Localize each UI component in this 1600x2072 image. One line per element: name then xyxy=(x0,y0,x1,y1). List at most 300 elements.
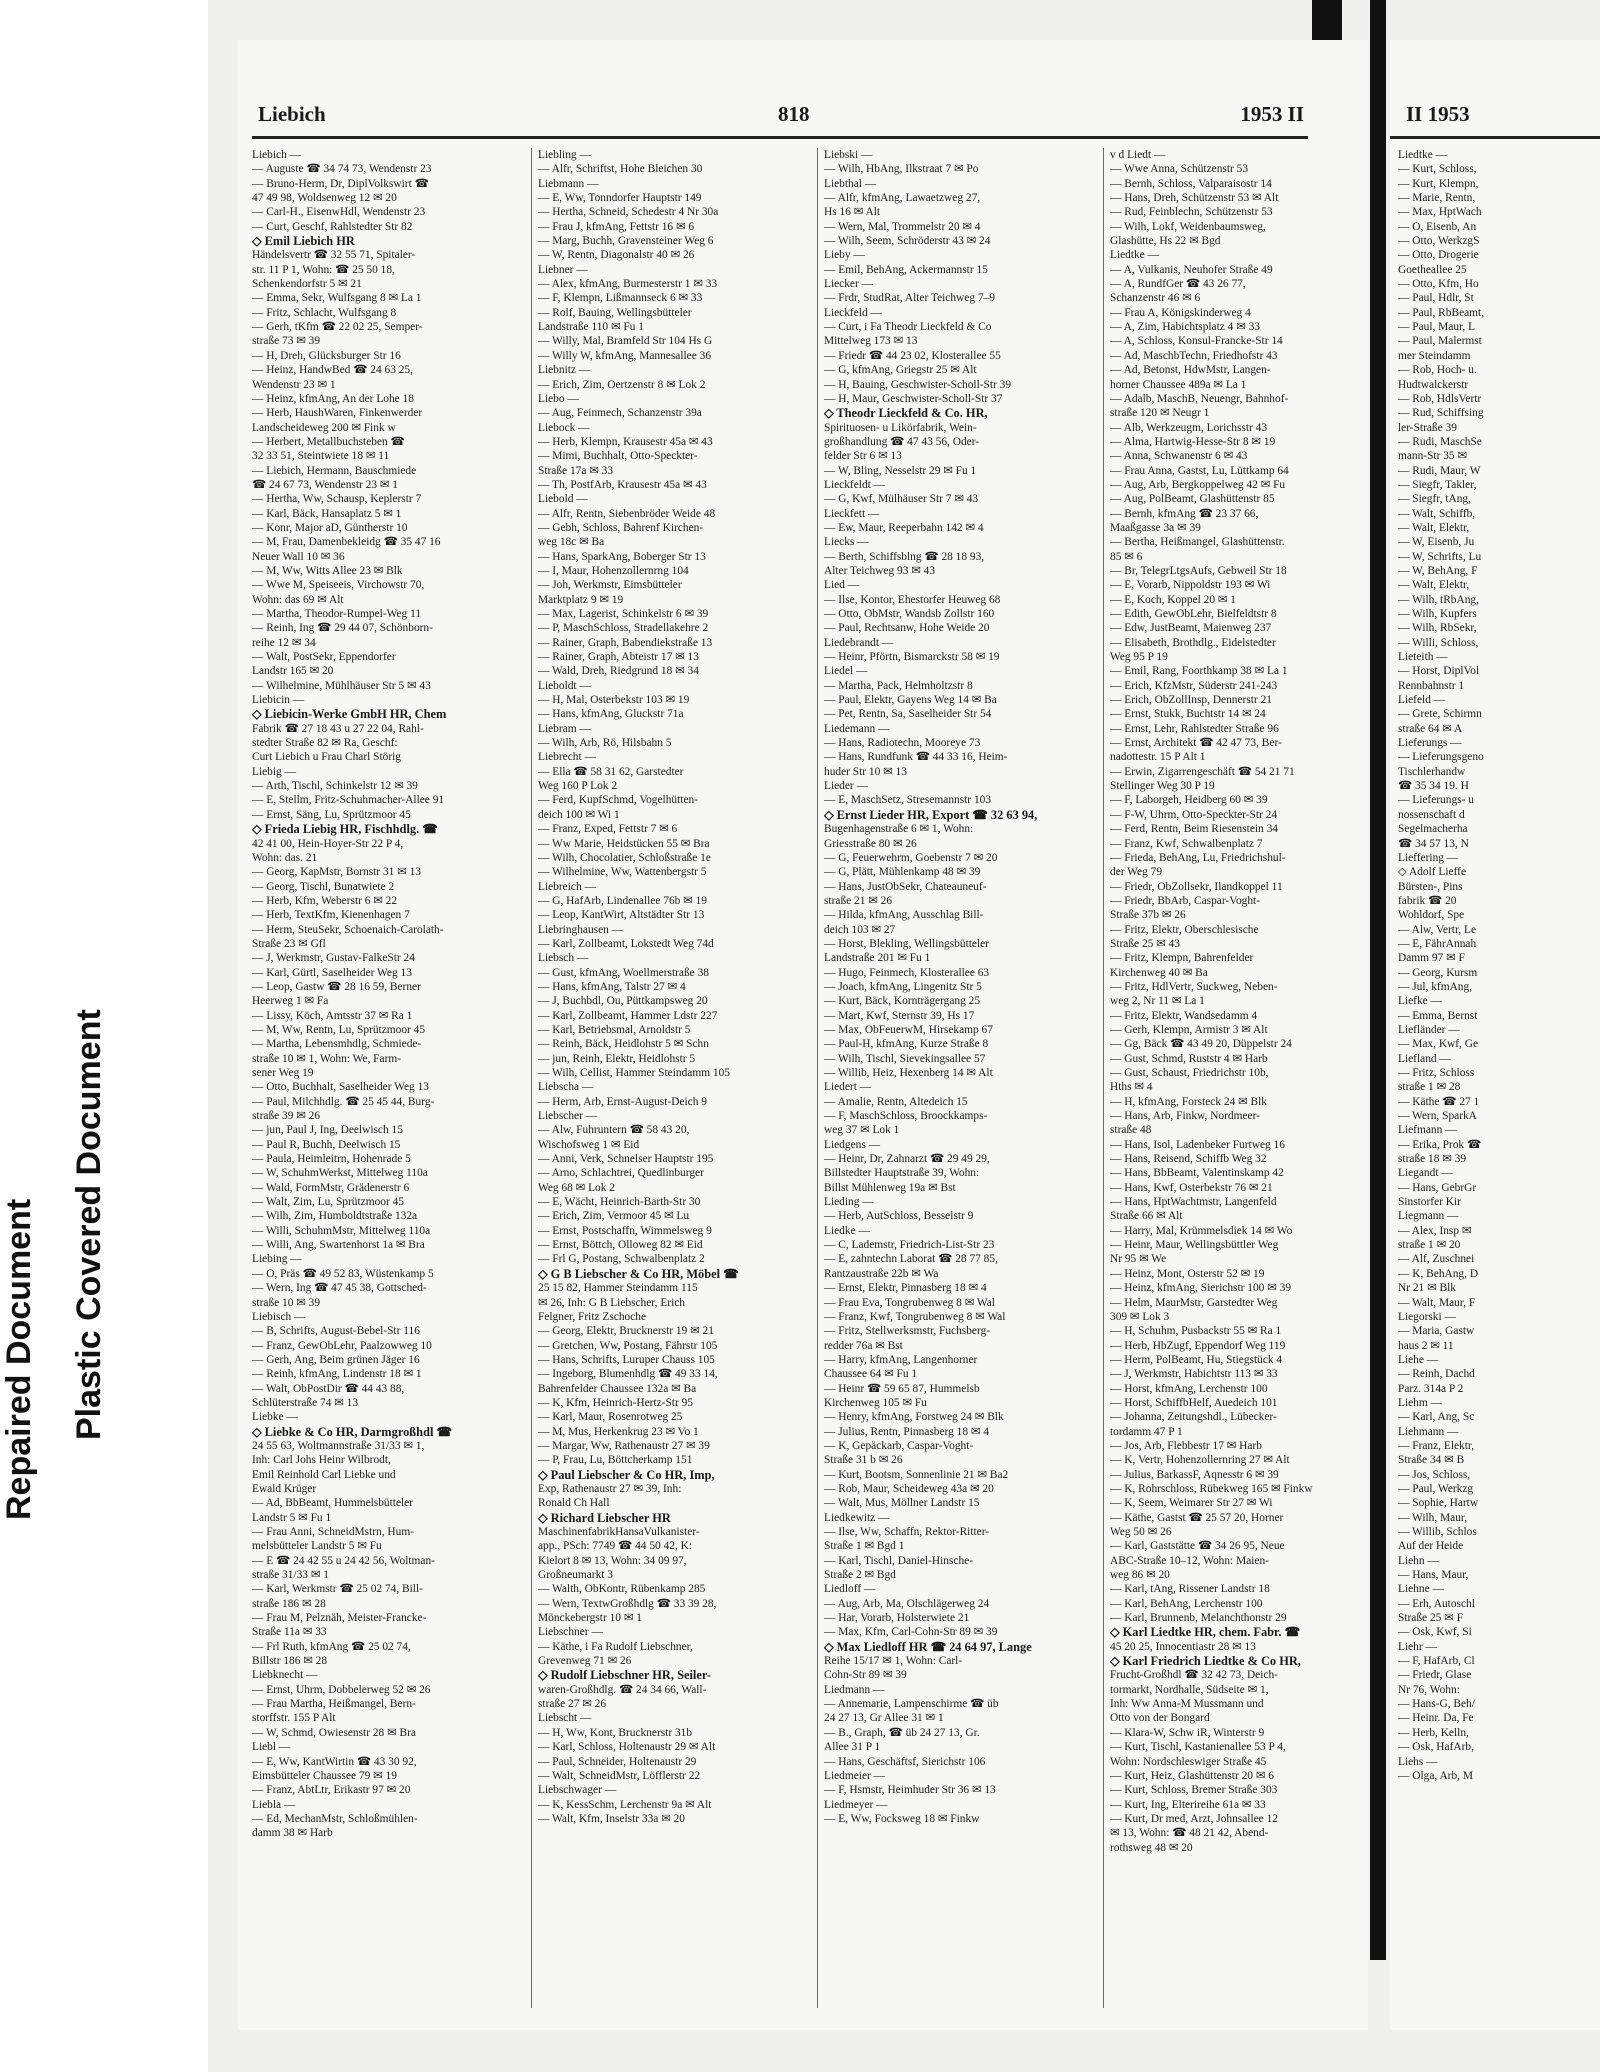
directory-entry: — K, KessSchm, Lerchenstr 9a ✉ Alt xyxy=(538,1798,712,1811)
directory-entry: Liebreich — xyxy=(538,880,596,893)
directory-entry: — Karl, Zollbeamt, Hammer Ldstr 227 xyxy=(538,1009,718,1022)
directory-entry: Liegmann — xyxy=(1398,1210,1459,1223)
directory-entry: — K, BehAng, D xyxy=(1398,1267,1479,1280)
directory-entry: — Friedr, ObZollsekr, Ilandkoppel 11 xyxy=(1110,880,1283,893)
directory-entry: — Wern, Ing ☎ 47 45 38, Gottsched- xyxy=(252,1282,427,1295)
directory-entry: — Ingeborg, Blumenhdlg ☎ 49 33 14, xyxy=(538,1368,718,1381)
directory-entry: — Gust, kfmAng, Woellmerstraße 38 xyxy=(538,966,709,979)
directory-entry: Billstr 186 ✉ 28 xyxy=(252,1655,328,1668)
directory-entry: — Hans, Dreh, Schützenstr 53 ✉ Alt xyxy=(1110,192,1279,205)
directory-entry: — H, Schuhm, Pusbackstr 55 ✉ Ra 1 xyxy=(1110,1325,1282,1338)
directory-entry: — F, Klempn, Lißmannseck 6 ✉ 33 xyxy=(538,292,703,305)
directory-entry: — C, Lademstr, Friedrich-List-Str 23 xyxy=(824,1239,995,1252)
directory-entry: — Lieferungs- u xyxy=(1398,794,1474,807)
directory-entry: — Otto, ObMstr, Wandsb Zollstr 160 xyxy=(824,608,995,620)
directory-entry: Marktplatz 9 ✉ 19 xyxy=(538,593,624,606)
directory-entry: Billstedter Hauptstraße 39, Wohn: xyxy=(824,1167,980,1180)
directory-entry: — Hans-G, Beh/ xyxy=(1398,1698,1475,1711)
directory-entry: Weg 50 ✉ 26 xyxy=(1110,1526,1172,1538)
directory-entry: — Heinz, Mont, Osterstr 52 ✉ 19 xyxy=(1110,1267,1265,1280)
directory-entry: — Walt, PostSekr, Eppendorfer xyxy=(252,651,396,664)
directory-entry: — Paul, Elektr, Gayens Weg 14 ✉ Ba xyxy=(824,694,997,707)
directory-entry: ◇ Adolf Lieffe xyxy=(1398,866,1467,879)
directory-entry: — Paul, Milchhdlg. ☎ 25 45 44, Burg- xyxy=(252,1095,435,1108)
directory-entry: redder 76a ✉ Bst xyxy=(824,1339,903,1352)
directory-entry: — Reinh, Bäck, Heidlohstr 5 ✉ Schn xyxy=(538,1038,709,1051)
directory-entry: — Ernst, Uhrm, Dobbelerweg 52 ✉ 26 xyxy=(252,1683,431,1696)
directory-entry: Liebnitz — xyxy=(538,364,591,377)
directory-entry: — Rudi, MaschSe xyxy=(1398,435,1482,448)
directory-entry: Großneumarkt 3 xyxy=(538,1569,613,1582)
directory-entry: 85 ✉ 6 xyxy=(1110,550,1143,563)
directory-entry: deich 100 ✉ Wi 1 xyxy=(538,808,620,821)
directory-entry: Liebknecht — xyxy=(252,1669,318,1682)
directory-entry: — E, Stellm, Fritz-Schuhmacher-Allee 91 xyxy=(252,794,445,807)
directory-entry: Lieder — xyxy=(824,780,868,793)
directory-entry: Lieby — xyxy=(824,249,865,262)
directory-entry: — H, Dreh, Glücksburger Str 16 xyxy=(252,349,401,362)
directory-entry: — Paul, Werkzg xyxy=(1398,1482,1474,1495)
directory-entry: — Georg, Kursm xyxy=(1398,966,1478,979)
directory-entry: — J, Werkmstr, Gustav-FalkeStr 24 xyxy=(252,952,415,965)
directory-entry: ✉ 26, Inh: G B Liebscher, Erich xyxy=(538,1296,686,1309)
directory-entry: Liebling — xyxy=(538,149,591,161)
directory-entry: — P, Frau, Lu, Böttcherkamp 151 xyxy=(538,1454,693,1467)
directory-entry: — Hans, GebrGr xyxy=(1398,1181,1477,1194)
directory-entry: Hudtwalckerstr xyxy=(1398,378,1469,391)
directory-column-3 xyxy=(824,148,1096,2008)
directory-entry: — Berth, Schiffsblng ☎ 28 18 93, xyxy=(824,550,985,563)
directory-entry: — Walt, Maur, F xyxy=(1398,1296,1476,1309)
directory-entry: — Karl, Gürtl, Saselheider Weg 13 xyxy=(252,966,412,979)
directory-entry: Landstraße 110 ✉ Fu 1 xyxy=(538,321,644,334)
directory-entry: — Wwe Anna, Schützenstr 53 xyxy=(1110,163,1249,176)
directory-entry: — Elisabeth, Brothdlg., Eidelstedter xyxy=(1110,636,1276,649)
header-left: Liebich xyxy=(258,102,326,126)
directory-entry: Liedmann — xyxy=(824,1683,885,1696)
directory-entry: Liehmann — xyxy=(1398,1425,1459,1438)
directory-entry: — Anni, Verk, Schnelser Hauptstr 195 xyxy=(538,1153,714,1166)
directory-entry: Parz. 314a P 2 xyxy=(1398,1382,1464,1395)
directory-entry: — Paul, Maur, L xyxy=(1398,321,1476,334)
directory-entry: Liebicin — xyxy=(252,694,305,707)
directory-entry: Felgner, Fritz Zschoche xyxy=(538,1310,647,1323)
directory-column-4 xyxy=(1110,148,1368,2008)
directory-entry: — Max, Kwf, Ge xyxy=(1398,1038,1479,1051)
directory-entry: — K, Kfm, Heinrich-Hertz-Str 95 xyxy=(538,1396,693,1409)
directory-entry: damm 38 ✉ Harb xyxy=(252,1827,333,1840)
column-separator xyxy=(531,148,532,2008)
directory-entry: — Joh, Werkmstr, Eimsbütteler xyxy=(538,579,682,592)
directory-entry: Liebold — xyxy=(538,493,588,506)
directory-entry: — Aug, Feinmech, Schanzenstr 39a xyxy=(538,407,702,420)
directory-entry: — Walt, SchneidMstr, Löfflerstr 22 xyxy=(538,1769,701,1782)
directory-entry: Nr 21 ✉ Blk xyxy=(1398,1282,1456,1295)
directory-entry: Lied — xyxy=(824,579,860,592)
directory-entry: — Ad, MaschbTechn, Friedhofstr 43 xyxy=(1110,349,1278,362)
directory-entry: — Alex, Insp ✉ xyxy=(1398,1224,1472,1237)
directory-entry: — Hans, Rundfunk ☎ 44 33 16, Heim- xyxy=(824,751,1008,764)
directory-entry: straße 1 ✉ 20 xyxy=(1398,1239,1461,1252)
directory-entry: — P, MaschSchloss, Stradellakehre 2 xyxy=(538,622,709,635)
directory-entry: 24 55 63, Woltmannstraße 31/33 ✉ 1, xyxy=(252,1439,425,1452)
directory-entry: straße 186 ✉ 28 xyxy=(252,1597,326,1610)
directory-entry: Liehr — xyxy=(1398,1640,1437,1653)
directory-entry: — Karl, BehAng, Lerchenstr 100 xyxy=(1110,1597,1263,1610)
directory-entry: — Fritz, HdlVertr, Suckweg, Neben- xyxy=(1110,980,1278,993)
directory-entry: — Friedr ☎ 44 23 02, Klosterallee 55 xyxy=(824,349,1001,362)
directory-entry: — Willi, Ang, Swartenhorst 1a ✉ Bra xyxy=(252,1239,425,1252)
directory-entry: — A, Vulkanis, Neuhofer Straße 49 xyxy=(1110,263,1273,276)
directory-entry: — Rainer, Graph, Abteistr 17 ✉ 13 xyxy=(538,651,699,664)
firm-entry: ◇ Karl Liedtke HR, chem. Fabr. ☎ xyxy=(1110,1625,1301,1640)
directory-entry: — Jul, kfmAng, xyxy=(1398,980,1473,993)
directory-entry: — Frau Eva, Tongrubenweg 8 ✉ Wal xyxy=(824,1296,995,1309)
directory-entry: Liebner — xyxy=(538,263,588,276)
directory-entry: — Heinr ☎ 59 65 87, Hummelsb xyxy=(824,1382,980,1395)
directory-entry: — Aug, Arb, Ma, Olschlägerweg 24 xyxy=(824,1597,990,1610)
directory-entry: — Fritz, Elektr, Oberschlesische xyxy=(1110,923,1259,936)
directory-entry: — A, Zim, Habichtsplatz 4 ✉ 33 xyxy=(1110,321,1261,334)
directory-entry: mann-Str 35 ✉ xyxy=(1398,450,1468,463)
directory-entry: — Rainer, Graph, Babendiekstraße 13 xyxy=(538,636,713,649)
directory-entry: — Herb, Kelln, xyxy=(1398,1726,1469,1739)
directory-entry: — Ernst, Lehr, Rahlstedter Straße 96 xyxy=(1110,722,1279,735)
directory-entry: Chaussee 64 ✉ Fu 1 xyxy=(824,1368,918,1381)
directory-entry: — G, Kwf, Mülhäuser Str 7 ✉ 43 xyxy=(824,493,979,506)
firm-entry: ◇ Rudolf Liebschner HR, Seiler- xyxy=(538,1668,712,1683)
directory-entry: — Wilh, Lokf, Weidenbaumsweg, xyxy=(1110,220,1266,233)
directory-entry: stedter Straße 82 ✉ Ra, Geschf: xyxy=(252,737,398,750)
directory-entry: — Karl, Ang, Sc xyxy=(1398,1411,1475,1424)
directory-entry: Kirchenweg 40 ✉ Ba xyxy=(1110,966,1208,979)
directory-entry: ler-Straße 39 xyxy=(1398,421,1457,434)
directory-entry: — Arth, Tischl, Schinkelstr 12 ✉ 39 xyxy=(252,780,418,793)
directory-entry: — Th, PostfArb, Krausestr 45a ✉ 43 xyxy=(538,478,707,491)
directory-entry: — Herbert, Metallbuchsteben ☎ xyxy=(252,435,405,448)
directory-entry: — Willy, Mal, Bramfeld Str 104 Hs G xyxy=(538,335,713,348)
directory-entry: — Heinr, Dr, Zahnarzt ☎ 29 49 29, xyxy=(824,1153,990,1166)
directory-entry: — Wilh, Zim, Humboldtstraße 132a xyxy=(252,1210,418,1223)
directory-entry: Kirchenweg 105 ✉ Fu xyxy=(824,1396,927,1409)
directory-entry: — Curt, Geschf, Rahlstedter Str 82 xyxy=(252,220,413,233)
directory-entry: str. 11 P 1, Wohn: ☎ 25 50 18, xyxy=(252,263,395,276)
directory-entry: — Reinh, Dachd xyxy=(1398,1368,1475,1381)
directory-entry: — Horst, DiplVol xyxy=(1398,665,1480,678)
directory-entry: — Ernst, Architekt ☎ 42 47 73, Ber- xyxy=(1110,737,1282,750)
directory-entry: straße 39 ✉ 26 xyxy=(252,1110,321,1123)
directory-entry: — O, Präs ☎ 49 52 83, Wüstenkamp 5 xyxy=(252,1267,434,1280)
directory-entry: Straße 25 ✉ F xyxy=(1398,1612,1463,1625)
directory-entry: — Jos, Arb, Flebbestr 17 ✉ Harb xyxy=(1110,1439,1262,1452)
directory-entry: Landstr 165 ✉ 20 xyxy=(252,665,334,678)
directory-entry: Lieboldt — xyxy=(538,679,591,692)
directory-entry: — Wald, Dreh, Riedgrund 18 ✉ 34 xyxy=(538,665,699,678)
directory-entry: — Harry, kfmAng, Langenhorner xyxy=(824,1353,978,1366)
directory-entry: nossenschaft d xyxy=(1398,808,1465,821)
directory-entry: Liedgens — xyxy=(824,1138,880,1151)
directory-entry: — Marie, Rentn, xyxy=(1398,192,1476,205)
directory-entry: — A, Schloss, Konsul-Francke-Str 14 xyxy=(1110,335,1283,348)
header-right: 1953 II xyxy=(1240,102,1304,126)
directory-entry: — Heinr, Maur, Wellingsbüttler Weg xyxy=(1110,1239,1279,1252)
page-number: 818 xyxy=(778,102,810,126)
directory-entry: 32 33 51, Steintwiete 18 ✉ 11 xyxy=(252,450,390,463)
directory-entry: Liebo — xyxy=(538,392,579,405)
directory-entry: weg 86 ✉ 20 xyxy=(1110,1569,1170,1582)
directory-entry: — Willi, SchuhmMstr, Mittelweg 110a xyxy=(252,1224,431,1237)
directory-entry: — J, Buchbdl, Ou, Püttkampsweg 20 xyxy=(538,995,708,1008)
directory-entry: — Wilh, tRbAng, xyxy=(1398,593,1479,606)
directory-entry: Liedert — xyxy=(824,1081,872,1094)
directory-entry: — Franz, GewObLehr, Paalzowweg 10 xyxy=(252,1339,432,1352)
directory-entry: — Georg, Tischl, Bunatwiete 2 xyxy=(252,880,395,893)
directory-entry: Liedkewitz — xyxy=(824,1511,890,1524)
directory-entry: ☎ 24 67 73, Wendenstr 23 ✉ 1 xyxy=(252,478,398,491)
directory-entry: — Ernst, Böttch, Olloweg 82 ✉ Eid xyxy=(538,1239,703,1252)
directory-entry: straße 120 ✉ Neugr 1 xyxy=(1110,407,1210,420)
directory-entry: — Wilh, RbSekr, xyxy=(1398,622,1477,635)
directory-entry: — Karl, tAng, Rissener Landstr 18 xyxy=(1110,1583,1270,1596)
directory-entry: Emil Reinhold Carl Liebke und xyxy=(252,1468,396,1481)
directory-entry: — Emma, Sekr, Wulfsgang 8 ✉ La 1 xyxy=(252,292,422,305)
directory-entry: Goetheallee 25 xyxy=(1398,263,1467,276)
directory-entry: — Julius, BarkassF, Aqnesstr 6 ✉ 39 xyxy=(1110,1468,1279,1481)
directory-entry: — W, BehAng, F xyxy=(1398,564,1478,577)
directory-entry: — Hans, Schrifts, Luruper Chauss 105 xyxy=(538,1353,715,1366)
directory-entry: — Wilh, HbAng, Ilkstraat 7 ✉ Po xyxy=(824,163,979,176)
directory-entry: — Alfr, Rentn, Siebenbröder Weide 48 xyxy=(538,507,716,520)
directory-entry: Rennbahnstr 1 xyxy=(1398,679,1465,692)
directory-entry: — Leop, Gastw ☎ 28 16 59, Berner xyxy=(252,980,421,993)
directory-entry: — Aug, PolBeamt, Glashüttenstr 85 xyxy=(1110,493,1275,506)
directory-entry: — E, Wächt, Heinrich-Barth-Str 30 xyxy=(538,1196,701,1209)
directory-entry: — Rud, Feinblechn, Schützenstr 53 xyxy=(1110,206,1273,219)
directory-entry: Liedel — xyxy=(824,665,868,678)
directory-entry: — E, Vorarb, Nippoldstr 193 ✉ Wi xyxy=(1110,579,1271,592)
directory-entry: der Weg 79 xyxy=(1110,866,1163,879)
directory-entry: — Hans, Geschäftsf, Sierichstr 106 xyxy=(824,1755,986,1768)
directory-entry: Schanzenstr 46 ✉ 6 xyxy=(1110,292,1201,305)
directory-entry: Liedmeier — xyxy=(824,1769,886,1782)
directory-entry: — K, Vertr, Hohenzollernring 27 ✉ Alt xyxy=(1110,1454,1290,1467)
directory-entry: — M, Frau, Damenbekleidg ☎ 35 47 16 xyxy=(252,536,441,549)
directory-entry: — G, HafArb, Lindenallee 76b ✉ 19 xyxy=(538,894,707,907)
directory-entry: — Max, Lagerist, Schinkelstr 6 ✉ 39 xyxy=(538,608,709,620)
directory-entry: MaschinenfabrikHansaVulkanister- xyxy=(538,1526,700,1538)
directory-entry: — Frau Martha, Heißmangel, Bern- xyxy=(252,1698,416,1711)
firm-entry: ◇ Liebke & Co HR, Darmgroßhdl ☎ xyxy=(252,1424,452,1439)
directory-entry: — Paul, Malermst xyxy=(1398,335,1482,348)
directory-entry: — Reinh, Ing ☎ 29 44 07, Schönborn- xyxy=(252,622,433,635)
directory-entry: — G, Feuerwehrm, Goebenstr 7 ✉ 20 xyxy=(824,851,998,864)
directory-entry: — Walt, Schiffb, xyxy=(1398,507,1476,520)
directory-entry: — Walt, Elektr, xyxy=(1398,579,1470,592)
directory-entry: — Frau M, Pelznäh, Meister-Francke- xyxy=(252,1612,427,1625)
directory-entry: Liebschwager — xyxy=(538,1784,617,1797)
directory-entry: — Franz, Kwf, Tongrubenweg 8 ✉ Wal xyxy=(824,1310,1006,1323)
directory-entry: 45 20 25, Innocentiastr 28 ✉ 13 xyxy=(1110,1640,1256,1653)
directory-entry: Lieding — xyxy=(824,1196,874,1209)
directory-entry: — Max, ObFeuerwM, Hirsekamp 67 xyxy=(824,1023,993,1036)
directory-entry: Liecker — xyxy=(824,278,874,291)
directory-entry: — Emil, BehAng, Ackermannstr 15 xyxy=(824,263,988,276)
directory-entry: straße 10 ✉ 1, Wohn: We, Farm- xyxy=(252,1052,402,1065)
page-gutter xyxy=(1370,0,1386,1960)
directory-entry: Sinstorfer Kir xyxy=(1398,1196,1461,1209)
directory-entry: Heerweg 1 ✉ Fa xyxy=(252,995,329,1008)
directory-entry: Lieckfeldt — xyxy=(824,478,886,491)
directory-entry: — Annemarie, Lampenschirme ☎ üb xyxy=(824,1698,999,1711)
directory-entry: — Ilse, Kontor, Ehestorfer Heuweg 68 xyxy=(824,593,1001,606)
directory-entry: Liebmann — xyxy=(538,177,599,190)
directory-entry: Nr 76, Wohn: xyxy=(1398,1683,1460,1696)
directory-entry: — Siegfr, Takler, xyxy=(1398,478,1477,491)
repaired-document-label: Repaired Document xyxy=(0,1198,38,1520)
directory-entry: — Ferd, Rentn, Beim Riesenstein 34 xyxy=(1110,823,1278,836)
directory-entry: — Ew, Maur, Reeperbahn 142 ✉ 4 xyxy=(824,521,984,534)
directory-entry: — Herb, AutSchloss, Besselstr 9 xyxy=(824,1210,974,1223)
directory-entry: — Frdr, StudRat, Alter Teichweg 7–9 xyxy=(824,292,995,305)
directory-entry: — Gebh, Schloss, Bahrenf Kirchen- xyxy=(538,521,704,534)
directory-entry: — Heinz, kfmAng, An der Lohe 18 xyxy=(252,392,414,405)
directory-entry: — Karl, Tischl, Daniel-Hinsche- xyxy=(824,1554,974,1567)
directory-entry: Liebrecht — xyxy=(538,751,596,764)
directory-entry: — Adalb, MaschB, Neuengr, Bahnhof- xyxy=(1110,392,1289,405)
directory-entry: — Alfr, kfmAng, Lawaetzweg 27, xyxy=(824,192,981,205)
directory-entry: tormarkt, Nordhalle, Südseite ✉ 1, xyxy=(1110,1683,1269,1696)
directory-entry: — Frieda, BehAng, Lu, Friedrichshul- xyxy=(1110,851,1286,864)
directory-entry: — Wilh, Chocolatier, Schloßstraße 1e xyxy=(538,851,711,864)
scanned-page-area xyxy=(208,0,1600,2072)
directory-entry: — E ☎ 24 42 55 u 24 42 56, Woltman- xyxy=(252,1554,435,1567)
directory-entry: — Hertha, Schneid, Schedestr 4 Nr 30a xyxy=(538,206,719,219)
directory-entry: — K, Seem, Weimarer Str 27 ✉ Wi xyxy=(1110,1497,1273,1510)
directory-entry: Straße 23 ✉ Gfl xyxy=(252,937,326,950)
directory-entry: — Gust, Schmd, Ruststr 4 ✉ Harb xyxy=(1110,1052,1268,1065)
directory-entry: — Hans, Arb, Finkw, Nordmeer- xyxy=(1110,1110,1260,1123)
directory-entry: — Herb, HaushWaren, Finkenwerder xyxy=(252,407,423,420)
directory-entry: — Alb, Werkzeugm, Lorichsstr 43 xyxy=(1110,421,1268,434)
directory-entry: — H, kfmAng, Forsteck 24 ✉ Blk xyxy=(1110,1095,1267,1108)
directory-entry: — Willi, Schloss, xyxy=(1398,636,1479,649)
directory-entry: — Horst, SchiffbHelf, Auedeich 101 xyxy=(1110,1396,1278,1409)
directory-entry: 24 27 13, Gr Allee 31 ✉ 1 xyxy=(824,1712,944,1725)
directory-entry: Liebschner — xyxy=(538,1626,603,1639)
directory-entry: — Reinh, kfmAng, Lindenstr 18 ✉ 1 xyxy=(252,1368,422,1381)
directory-entry: Liefländer — xyxy=(1398,1023,1460,1036)
directory-entry: weg 18c ✉ Ba xyxy=(538,536,605,549)
directory-entry: — F, Hsmstr, Heimhuder Str 36 ✉ 13 xyxy=(824,1784,996,1797)
directory-entry: — H, Bauing, Geschwister-Scholl-Str 39 xyxy=(824,378,1012,391)
directory-entry: — Bernh, Schloss, Valparaisostr 14 xyxy=(1110,177,1272,190)
directory-entry: straße 21 ✉ 26 xyxy=(824,894,893,907)
directory-entry: Liedtke — xyxy=(1398,149,1448,161)
directory-entry: — H, Maur, Geschwister-Scholl-Str 37 xyxy=(824,392,1003,405)
directory-entry: — Auguste ☎ 34 74 73, Wendenstr 23 xyxy=(252,163,432,176)
directory-entry: Landstr 5 ✉ Fu 1 xyxy=(252,1511,332,1524)
directory-entry: ☎ 34 57 13, N xyxy=(1398,837,1469,850)
directory-entry: Liebscher — xyxy=(538,1110,598,1123)
directory-entry: — Ernst, Elektr, Pinnasberg 18 ✉ 4 xyxy=(824,1282,987,1295)
directory-entry: Damm 97 ✉ F xyxy=(1398,952,1465,965)
directory-entry: Liehm — xyxy=(1398,1396,1442,1409)
directory-entry: huder Str 10 ✉ 13 xyxy=(824,765,907,778)
directory-entry: — Karl, Werkmstr ☎ 25 02 74, Bill- xyxy=(252,1583,423,1596)
directory-entry: Landscheideweg 200 ✉ Fink w xyxy=(252,421,396,434)
directory-entry: — Mart, Kwf, Sternstr 39, Hs 17 xyxy=(824,1009,975,1022)
directory-entry: — Wilh, Kupfers xyxy=(1398,608,1477,620)
directory-entry: — Franz, Exped, Fettstr 7 ✉ 6 xyxy=(538,823,678,836)
directory-entry: — Kurt, Heiz, Glashüttenstr 20 ✉ 6 xyxy=(1110,1769,1274,1782)
directory-entry: ABC-Straße 10–12, Wohn: Maien- xyxy=(1110,1554,1269,1567)
directory-entry: — Wilh, Seem, Schröderstr 43 ✉ 24 xyxy=(824,235,991,248)
directory-entry: — Karl, Schloss, Holtenaustr 29 ✉ Alt xyxy=(538,1741,716,1754)
directory-entry: — Wilh, Arb, Rö, Hilsbahn 5 xyxy=(538,737,672,750)
directory-entry: straße 64 ✉ A xyxy=(1398,722,1463,735)
directory-entry: Liehne — xyxy=(1398,1583,1444,1596)
directory-entry: — Fritz, Schloss xyxy=(1398,1067,1475,1079)
directory-entry: Frucht-Großhdl ☎ 32 42 73, Deich- xyxy=(1110,1669,1278,1682)
directory-entry: — Friedr, BbArb, Caspar-Voght- xyxy=(1110,894,1261,907)
directory-entry: — Br, TelegrLtgsAufs, Gebweil Str 18 xyxy=(1110,564,1287,577)
directory-entry: — Erich, KfzMstr, Süderstr 241-243 xyxy=(1110,679,1278,692)
directory-entry: — Mimi, Buchhalt, Otto-Speckter- xyxy=(538,450,698,463)
directory-entry: straße 27 ✉ 26 xyxy=(538,1698,607,1711)
directory-entry: — Käthe, Gastst ☎ 25 57 20, Horner xyxy=(1110,1511,1284,1524)
directory-entry: Fabrik ☎ 27 18 43 u 27 22 04, Rahl- xyxy=(252,722,424,735)
directory-entry: 42 41 00, Hein-Hoyer-Str 22 P 4, xyxy=(252,837,404,850)
directory-entry: Schenkendorfstr 5 ✉ 21 xyxy=(252,278,362,291)
directory-entry: — Rudi, Maur, W xyxy=(1398,464,1481,477)
directory-entry: — Hans, Radiotechn, Mooreye 73 xyxy=(824,737,981,750)
directory-entry: — Ed, MechanMstr, Schloßmühlen- xyxy=(252,1812,418,1825)
directory-entry: — Wilh, Maur, xyxy=(1398,1511,1468,1524)
directory-entry: Bürsten-, Pins xyxy=(1398,880,1463,893)
directory-entry: Liedke — xyxy=(824,1224,870,1237)
directory-entry: — Gust, Schaust, Friedrichstr 10b, xyxy=(1110,1067,1269,1079)
directory-entry: — Hans, Kwf, Osterbekstr 76 ✉ 21 xyxy=(1110,1181,1273,1194)
directory-entry: straße 48 xyxy=(1110,1124,1152,1137)
directory-entry: — Willib, Heiz, Hexenberg 14 ✉ Alt xyxy=(824,1067,993,1079)
directory-entry: — Ferd, KupfSchmd, Vogelhütten- xyxy=(538,794,698,807)
directory-entry: — Gerh, Klempn, Armistr 3 ✉ Alt xyxy=(1110,1023,1268,1036)
directory-entry: — Martha, Lebensmhdlg, Schmiede- xyxy=(252,1038,422,1051)
firm-entry: ◇ Paul Liebscher & Co HR, Imp, xyxy=(538,1467,715,1482)
directory-entry: Händelsvertr ☎ 32 55 71, Spitaler- xyxy=(252,249,416,262)
directory-entry: app., PSch: 7749 ☎ 44 50 42, K: xyxy=(538,1540,693,1553)
directory-entry: — Franz, AbtLtr, Erikastr 97 ✉ 20 xyxy=(252,1784,411,1797)
directory-entry: — Walt, Mus, Möllner Landstr 15 xyxy=(824,1497,980,1510)
directory-entry: — Frau J, kfmAng, Fettstr 16 ✉ 6 xyxy=(538,220,695,233)
directory-entry: — Karl, Gaststätte ☎ 34 26 95, Neue xyxy=(1110,1540,1285,1553)
directory-entry: — Käthe, i Fa Rudolf Liebschner, xyxy=(538,1640,693,1653)
directory-entry: Liefeld — xyxy=(1398,694,1446,707)
directory-entry: — Hans, kfmAng, Gluckstr 71a xyxy=(538,708,684,721)
directory-entry: — Alf, Zuschnei xyxy=(1398,1253,1475,1266)
directory-entry: — Arno, Schlachtrei, Quedlinburger xyxy=(538,1167,704,1180)
directory-entry: nadottestr. 15 P Alt 1 xyxy=(1110,751,1206,764)
directory-entry: — Ernst, Stukk, Buchtstr 14 ✉ 24 xyxy=(1110,708,1266,721)
directory-entry: Wendenstr 23 ✉ 1 xyxy=(252,378,336,391)
directory-entry: deich 103 ✉ 27 xyxy=(824,923,896,936)
directory-entry: rothsweg 48 ✉ 20 xyxy=(1110,1841,1193,1854)
directory-entry: Lieferungs — xyxy=(1398,737,1462,750)
directory-entry: — W, Schmd, Owiesenstr 28 ✉ Bra xyxy=(252,1726,416,1739)
directory-entry: Hs 16 ✉ Alt xyxy=(824,206,881,219)
directory-entry: Straße 25 ✉ 43 xyxy=(1110,937,1180,950)
directory-entry: — Alex, kfmAng, Burmesterstr 1 ✉ 33 xyxy=(538,278,718,291)
